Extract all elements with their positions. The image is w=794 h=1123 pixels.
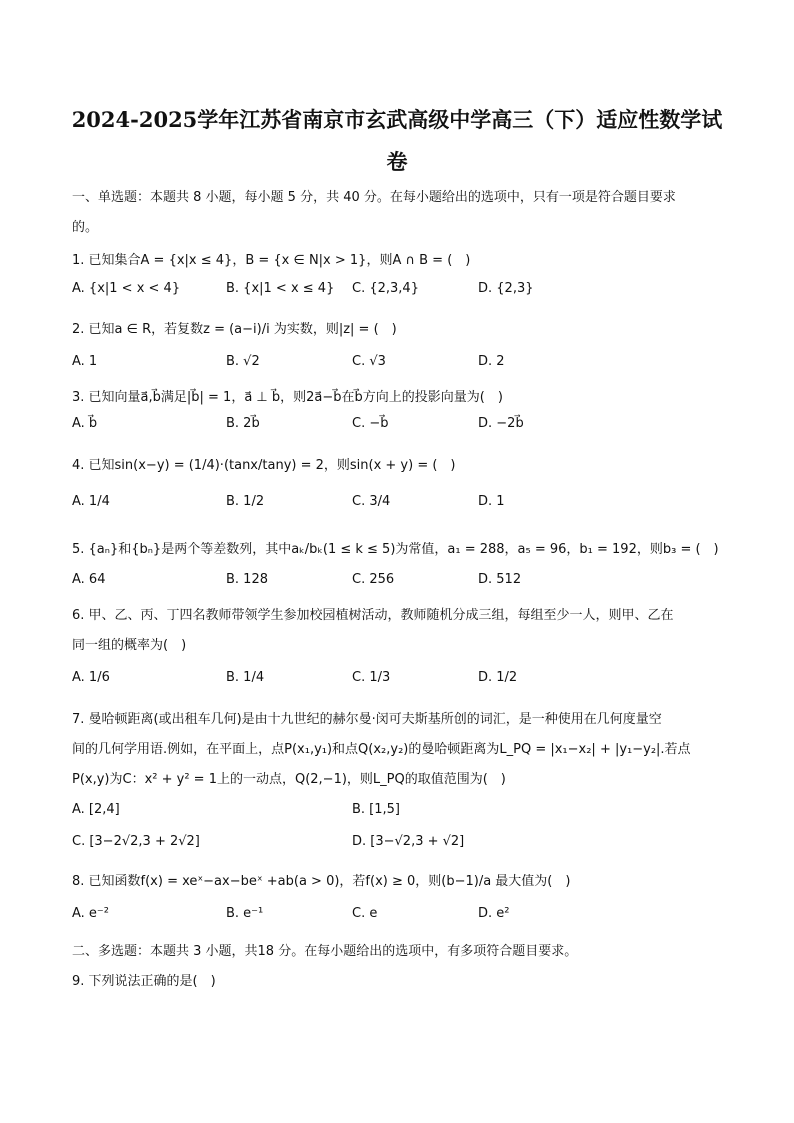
q4-option-b: B. 1/2 [226, 494, 265, 509]
question-7-stem-cont: 间的几何学用语.例如，在平面上，点P(x₁,y₁)和点Q(x₂,y₂)的曼哈顿距离为L_PQ = |x₁−x₂| + |y₁−y₂|.若点 [72, 742, 691, 757]
question-3-stem: 3. 已知向量a⃗,b⃗满足|b⃗| = 1，a⃗ ⊥ b⃗，则2a⃗−b⃗在b⃗方向上的投影向量为( ) [72, 390, 503, 405]
question-7-stem-cont-2: P(x,y)为C：x² + y² = 1上的一动点，Q(2,−1)，则L_PQ的取值范围为( ) [72, 772, 506, 787]
question-6-stem: 6. 甲、乙、丙、丁四名教师带领学生参加校园植树活动，教师随机分成三组，每组至少一人，则甲、乙在 [72, 608, 674, 623]
q5-option-b: B. 128 [226, 572, 268, 587]
q3-option-a: A. b⃗ [72, 416, 98, 431]
q5-option-d: D. 512 [478, 572, 522, 587]
q8-option-c: C. e [352, 906, 378, 921]
q1-option-a: A. {x|1 < x < 4} [72, 281, 181, 296]
q6-option-a: A. 1/6 [72, 670, 110, 685]
question-1-stem: 1. 已知集合A = {x|x ≤ 4}，B = {x ∈ N|x > 1}，则A ∩ B = ( ) [72, 253, 471, 268]
question-8-stem: 8. 已知函数f(x) = xeˣ−ax−beˣ +ab(a > 0)，若f(x) ≥ 0，则(b−1)/a 最大值为( ) [72, 874, 571, 889]
section-1-instructions: 一、单选题：本题共 8 小题，每小题 5 分，共 40 分。在每小题给出的选项中，只有一项是符合题目要求 [72, 190, 676, 205]
q8-option-d: D. e² [478, 906, 510, 921]
q2-option-c: C. √3 [352, 354, 386, 369]
q7-option-c: C. [3−2√2,3 + 2√2] [72, 834, 200, 849]
q2-option-d: D. 2 [478, 354, 505, 369]
q4-option-c: C. 3/4 [352, 494, 391, 509]
q8-option-a: A. e⁻² [72, 906, 110, 921]
q6-option-b: B. 1/4 [226, 670, 265, 685]
q2-option-a: A. 1 [72, 354, 98, 369]
q1-option-d: D. {2,3} [478, 281, 534, 296]
q7-option-a: A. [2,4] [72, 802, 120, 817]
question-4-stem: 4. 已知sin(x−y) = (1/4)·(tanx/tany) = 2，则sin(x + y) = ( ) [72, 458, 456, 473]
section-1-instructions-cont: 的。 [72, 220, 99, 235]
q7-option-b: B. [1,5] [352, 802, 401, 817]
question-6-stem-cont: 同一组的概率为( ) [72, 638, 187, 653]
q5-option-c: C. 256 [352, 572, 395, 587]
question-5-stem: 5. {aₙ}和{bₙ}是两个等差数列，其中aₖ/bₖ(1 ≤ k ≤ 5)为常值，a₁ = 288，a₅ = 96，b₁ = 192，则b₃ = ( ) [72, 542, 719, 557]
question-7-stem: 7. 曼哈顿距离(或出租车几何)是由十九世纪的赫尔曼·闵可夫斯基所创的词汇，是一种使用在几何度量空 [72, 712, 662, 727]
q6-option-d: D. 1/2 [478, 670, 518, 685]
section-2-instructions: 二、多选题：本题共 3 小题，共18 分。在每小题给出的选项中，有多项符合题目要求。 [72, 944, 578, 959]
q4-option-a: A. 1/4 [72, 494, 110, 509]
question-9-stem: 9. 下列说法正确的是( ) [72, 974, 216, 989]
q1-option-c: C. {2,3,4} [352, 281, 419, 296]
q4-option-d: D. 1 [478, 494, 505, 509]
exam-title-continued: 卷 [386, 149, 408, 174]
q6-option-c: C. 1/3 [352, 670, 391, 685]
question-2-stem: 2. 已知a ∈ R，若复数z = (a−i)/i 为实数，则|z| = ( ) [72, 322, 397, 337]
q5-option-a: A. 64 [72, 572, 106, 587]
q2-option-b: B. √2 [226, 354, 260, 369]
q3-option-b: B. 2b⃗ [226, 416, 260, 431]
exam-title: 2024-2025学年江苏省南京市玄武高级中学高三（下）适应性数学试 [71, 107, 723, 132]
q3-option-c: C. −b⃗ [352, 416, 389, 431]
q3-option-d: D. −2b⃗ [478, 416, 524, 431]
q7-option-d: D. [3−√2,3 + √2] [352, 834, 465, 849]
q8-option-b: B. e⁻¹ [226, 906, 264, 921]
q1-option-b: B. {x|1 < x ≤ 4} [226, 281, 335, 296]
